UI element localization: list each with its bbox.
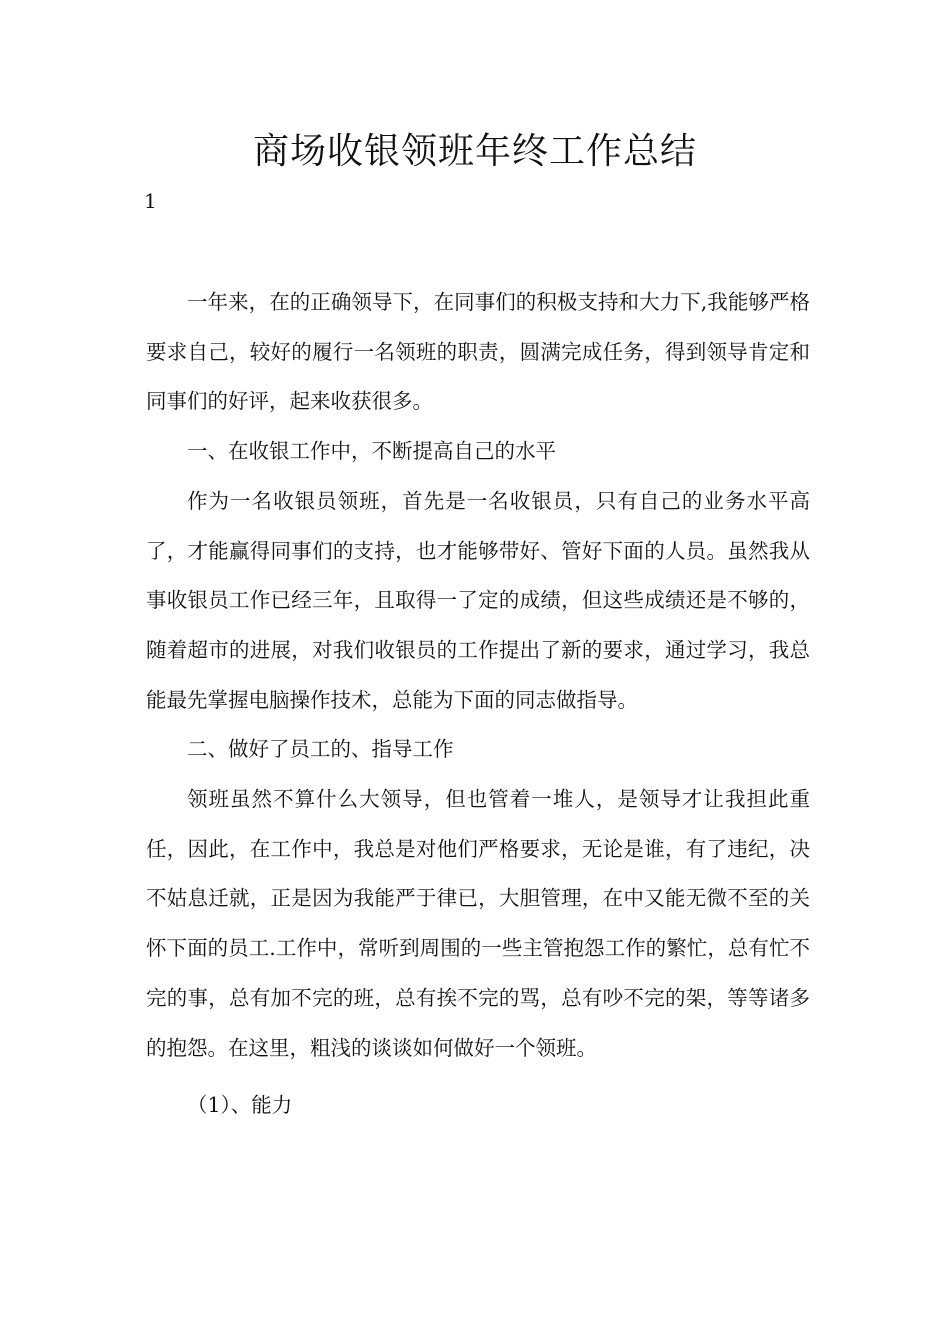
document-body [146, 278, 810, 1131]
subsection-heading-1: （1）、能力 [187, 1093, 293, 1118]
paragraph-intro: 一年来，在的正确领导下，在同事们的积极支持和大力下,我能够严格要求自己，较好的履行一名领班的职责，圆满完成任务，得到领导肯定和同事们的好评，起来收获很多。 [146, 290, 810, 414]
section-heading-1: 一、在收银工作中，不断提高自己的水平 [187, 439, 556, 464]
document-title: 商场收银领班年终工作总结 [252, 131, 697, 172]
paragraph-section-1: 作为一名收银员领班，首先是一名收银员，只有自己的业务水平高了，才能赢得同事们的支持，也才能够带好、管好下面的人员。虽然我从事收银员工作已经三年，且取得一了定的成绩，但这些成绩还是不够的，随着超市的进展，对我们收银员的工作提出了新的要求，通过学习，我总能最先掌握电脑操作技术，总能为下面的同志做指导。 [146, 488, 810, 712]
paragraph-section-2: 领班虽然不算什么大领导，但也管着一堆人，是领导才让我担此重任，因此，在工作中，我总是对他们严格要求，无论是谁，有了违纪，决不姑息迁就，正是因为我能严于律已，大胆管理，在中又能无微不至的关怀下面的员工.工作中，常听到周围的一些主管抱怨工作的繁忙，总有忙不完的事，总有加不完的班，总有挨不完的骂，总有吵不完的架，等等诸多的抱怨。在这里，粗浅的谈谈如何做好一个领班。 [146, 787, 810, 1060]
page-number: 1 [144, 189, 157, 213]
section-heading-2: 二、做好了员工的、指导工作 [187, 737, 454, 762]
